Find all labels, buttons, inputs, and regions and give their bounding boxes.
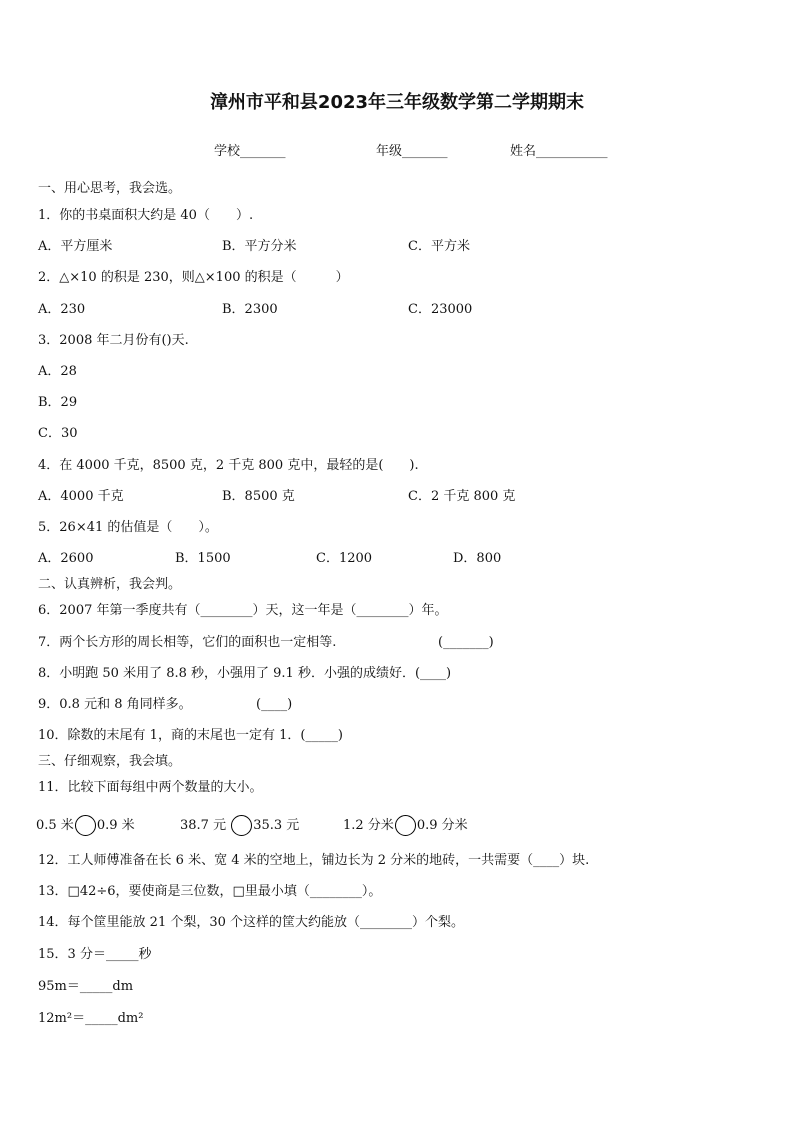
question-8: 8．小明跑 50 米用了 8.8 秒，小强用了 9.1 秒．小强的成绩好．(____) [38, 666, 452, 681]
q4-option-a[interactable]: A．4000 千克 [38, 489, 124, 504]
q5-option-d[interactable]: D．800 [453, 551, 502, 566]
question-13: 13．□42÷6，要使商是三位数，□里最小填（________）。 [38, 884, 382, 899]
question-3: 3．2008 年二月份有()天. [38, 333, 189, 348]
question-11: 11．比较下面每组中两个数量的大小。 [38, 780, 263, 795]
question-7: 7．两个长方形的周长相等，它们的面积也一定相等. [38, 635, 337, 650]
name-field[interactable]: 姓名___________ [510, 144, 608, 159]
grade-field[interactable]: 年级_______ [376, 144, 448, 159]
compare-pair-1 [36, 815, 135, 836]
question-12: 12．工人师傅准备在长 6 米、宽 4 米的空地上，铺边长为 2 分米的地砖，一共需要（____）块. [38, 853, 590, 868]
question-15-line-2: 95m＝_____dm [38, 979, 134, 994]
q9-answer-blank[interactable]: (____) [256, 697, 293, 712]
question-1: 1．你的书桌面积大约是 40（ ）. [38, 208, 254, 223]
question-5: 5．26×41 的估值是（ ）。 [38, 520, 218, 535]
compare-circle-1[interactable] [75, 815, 96, 836]
pair-1-right: 0.9 米 [96, 818, 135, 833]
question-10: 10．除数的末尾有 1，商的末尾也一定有 1．(_____) [38, 728, 343, 743]
compare-pair-3 [343, 815, 468, 836]
compare-circle-2[interactable] [231, 815, 252, 836]
question-4: 4．在 4000 千克，8500 克，2 千克 800 克中，最轻的是( ). [38, 458, 419, 473]
question-14: 14．每个筐里能放 21 个梨，30 个这样的筐大约能放（________）个梨。 [38, 915, 465, 930]
section-1-heading: 一、用心思考，我会选。 [38, 181, 182, 196]
pair-1-left: 0.5 米 [36, 818, 74, 833]
q3-option-a[interactable]: A．28 [38, 364, 77, 379]
q2-option-a[interactable]: A．230 [38, 302, 86, 317]
school-field[interactable]: 学校_______ [214, 144, 286, 159]
question-6: 6．2007 年第一季度共有（________）天，这一年是（________）年。 [38, 603, 448, 618]
compare-pair-2 [180, 815, 299, 836]
q5-option-b[interactable]: B．1500 [175, 551, 231, 566]
q4-option-c[interactable]: C．2 千克 800 克 [408, 489, 516, 504]
question-15-line-1: 15．3 分＝_____秒 [38, 947, 152, 962]
q3-option-c[interactable]: C．30 [38, 426, 78, 441]
q2-option-c[interactable]: C．23000 [408, 302, 473, 317]
q1-option-c[interactable]: C．平方米 [408, 239, 470, 254]
section-3-heading: 三、仔细观察，我会填。 [38, 754, 182, 769]
section-2-heading: 二、认真辨析，我会判。 [38, 577, 182, 592]
pair-2-left: 38.7 元 [180, 818, 227, 833]
pair-2-right: 35.3 元 [253, 818, 300, 833]
page-title: 漳州市平和县2023年三年级数学第二学期期末 [209, 92, 585, 113]
q1-option-a[interactable]: A．平方厘米 [38, 239, 113, 254]
q7-answer-blank[interactable]: (_______) [438, 635, 494, 650]
q1-option-b[interactable]: B．平方分米 [222, 239, 297, 254]
q5-option-c[interactable]: C．1200 [316, 551, 373, 566]
q5-option-a[interactable]: A．2600 [38, 551, 94, 566]
q4-option-b[interactable]: B．8500 克 [222, 489, 295, 504]
question-2: 2．△×10 的积是 230，则△×100 的积是（ ） [38, 270, 349, 285]
q3-option-b[interactable]: B．29 [38, 395, 78, 410]
question-15-line-3: 12m²＝_____dm² [38, 1011, 144, 1026]
pair-3-right: 0.9 分米 [416, 818, 468, 833]
pair-3-left: 1.2 分米 [343, 818, 394, 833]
question-9: 9．0.8 元和 8 角同样多。 [38, 697, 192, 712]
q2-option-b[interactable]: B．2300 [222, 302, 278, 317]
compare-circle-3[interactable] [395, 815, 416, 836]
